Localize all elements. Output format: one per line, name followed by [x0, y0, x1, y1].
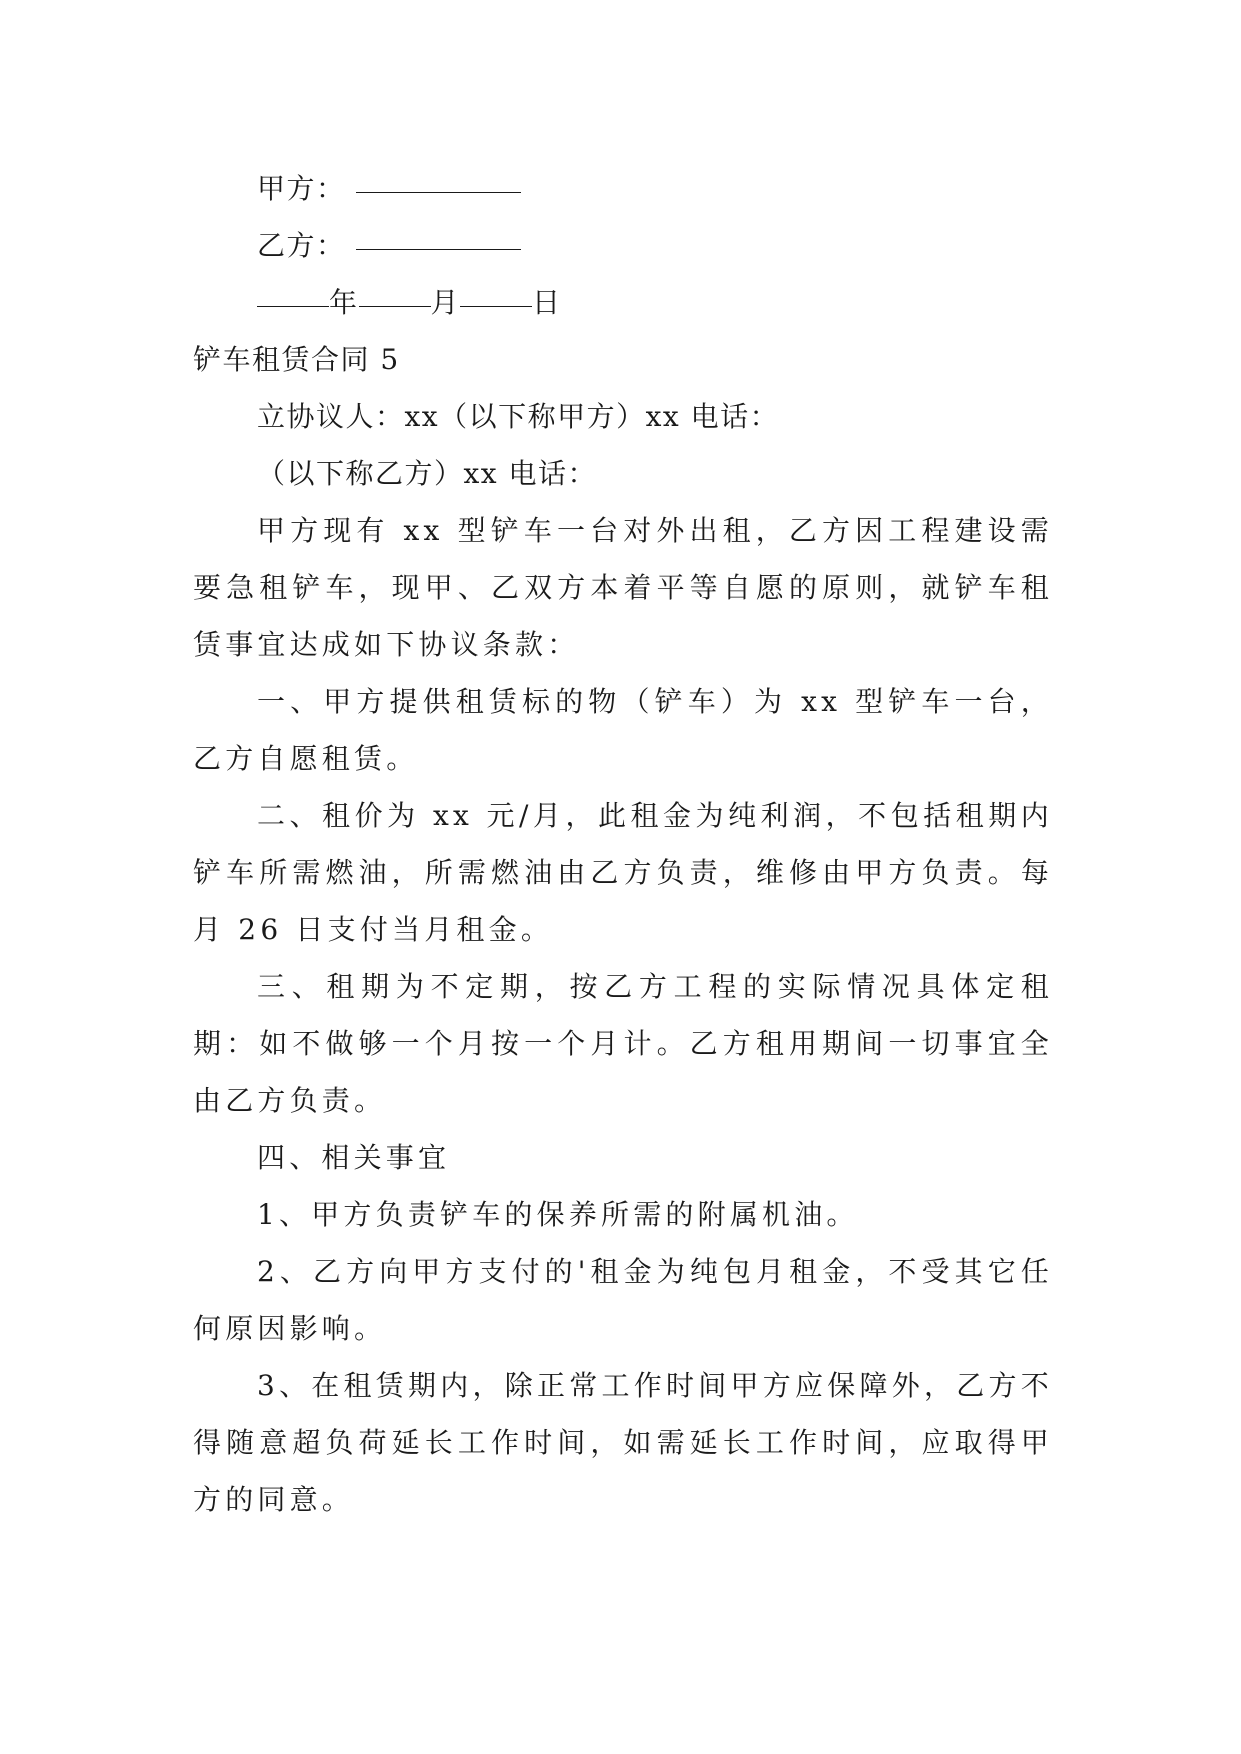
- day-blank: [460, 274, 532, 307]
- parties-line-1: 立协议人：xx（以下称甲方）xx 电话：: [257, 400, 780, 433]
- contract-title: 铲车租赁合同 5: [193, 343, 400, 376]
- year-label: 年: [329, 286, 359, 319]
- party-a-signature-line: [193, 160, 1053, 217]
- clause-1-paragraph: 一、甲方提供租赁标的物（铲车）为 xx 型铲车一台，乙方自愿租赁。: [193, 685, 1053, 775]
- month-label: 月: [430, 286, 461, 319]
- party-a-blank: [356, 160, 521, 193]
- item-1-paragraph: 1、甲方负责铲车的保养所需的附属机油。: [257, 1198, 859, 1231]
- parties-line-2: （以下称乙方）xx 电话：: [257, 457, 597, 490]
- preamble-paragraph: 甲方现有 xx 型铲车一台对外出租，乙方因工程建设需要急租铲车，现甲、乙双方本着平等自愿的原则，就铲车租赁事宜达成如下协议条款：: [193, 514, 1053, 661]
- item-3-paragraph: 3、在租赁期内，除正常工作时间甲方应保障外，乙方不得随意超负荷延长工作时间，如需延长工作时间，应取得甲方的同意。: [193, 1369, 1053, 1516]
- party-a-label: 甲方：: [257, 172, 346, 205]
- year-blank: [257, 274, 329, 307]
- signature-date-line: [193, 274, 1053, 331]
- clause-4-heading: 四、相关事宜: [257, 1141, 451, 1174]
- clause-2-paragraph: 二、租价为 xx 元/月，此租金为纯利润，不包括租期内铲车所需燃油，所需燃油由乙方负责，维修由甲方负责。每月 26 日支付当月租金。: [193, 799, 1053, 946]
- clause-3-paragraph: 三、租期为不定期，按乙方工程的实际情况具体定租期：如不做够一个月按一个月计。乙方租用期间一切事宜全由乙方负责。: [193, 970, 1053, 1117]
- month-blank: [359, 274, 431, 307]
- day-label: 日: [532, 286, 562, 319]
- item-2-paragraph: 2、乙方向甲方支付的'租金为纯包月租金，不受其它任何原因影响。: [193, 1255, 1053, 1345]
- party-b-blank: [356, 217, 521, 250]
- party-b-signature-line: [193, 217, 1053, 274]
- document-body: [193, 160, 1053, 1528]
- party-b-label: 乙方：: [257, 229, 346, 262]
